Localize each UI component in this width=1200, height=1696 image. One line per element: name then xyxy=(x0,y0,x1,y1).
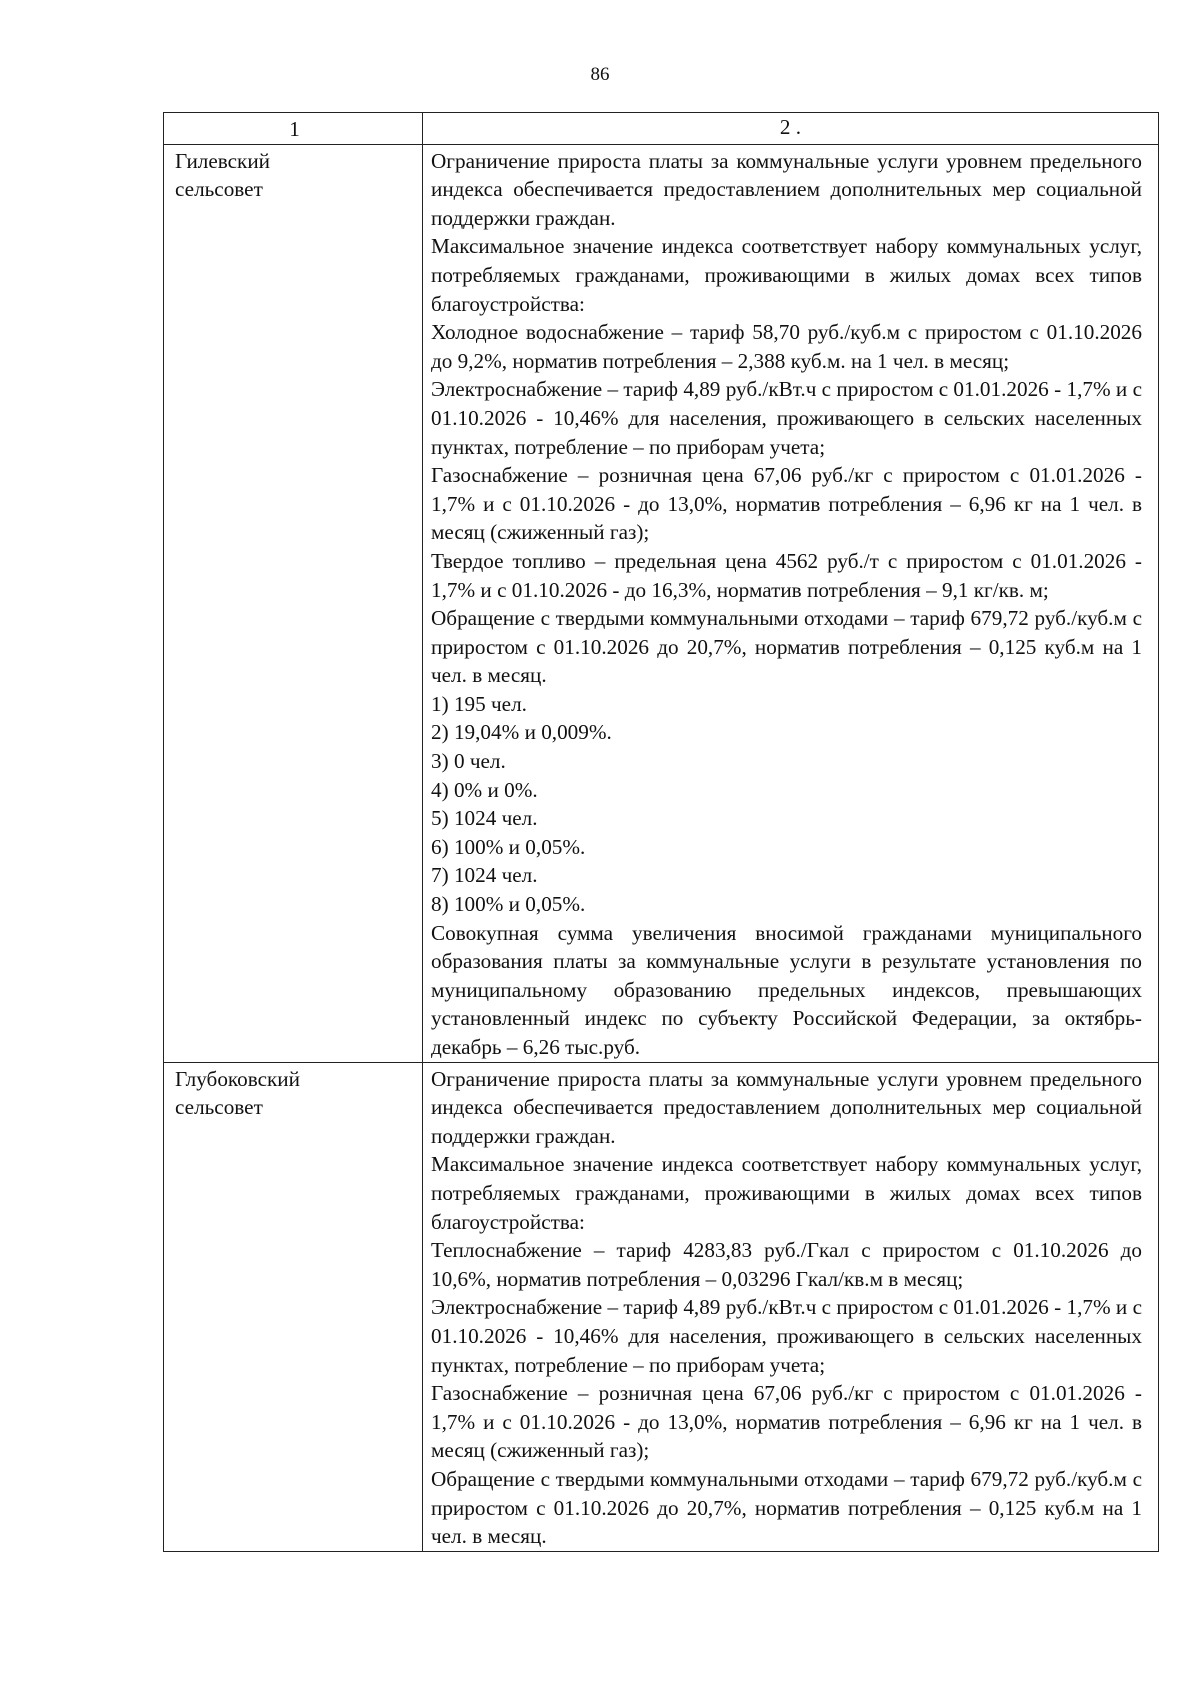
paragraph: Ограничение прироста платы за коммунальные услуги уровнем предельного индекса обеспечивается предоставлением дополнительных мер социальной поддержки граждан. xyxy=(431,148,1142,230)
list-item: 7) 1024 чел. xyxy=(431,863,538,888)
paragraph: Максимальное значение индекса соответствует набору коммунальных услуг, потребляемых гражданами, проживающими в жилых домах всех типов благоустройства: xyxy=(431,234,1142,316)
municipality-name: Глубоковский сельсовет xyxy=(175,1066,300,1120)
description-cell xyxy=(423,144,1159,1062)
list-item: 8) 100% и 0,05%. xyxy=(431,892,586,917)
list-item: 1) 195 чел. xyxy=(431,691,527,716)
list-item: 6) 100% и 0,05%. xyxy=(431,834,586,859)
header-col-1: 1 xyxy=(164,113,423,145)
paragraph: Максимальное значение индекса соответствует набору коммунальных услуг, потребляемых гражданами, проживающими в жилых домах всех типов благоустройства: xyxy=(431,1152,1142,1234)
paragraph: Газоснабжение – розничная цена 67,06 руб./кг с приростом с 01.01.2026 - 1,7% и с 01.10.2026 - до 13,0%, норматив потребления – 6,96 кг на 1 чел. в месяц (сжиженный газ); xyxy=(431,1381,1142,1463)
paragraph: Электроснабжение – тариф 4,89 руб./кВт.ч с приростом с 01.01.2026 - 1,7% и с 01.10.2026 - 10,46% для населения, проживающего в сельских населенных пунктах, потребление – по приборам учета; xyxy=(431,377,1142,459)
page-number: 86 xyxy=(590,64,610,85)
description-cell xyxy=(423,1062,1159,1551)
table-row xyxy=(164,144,1159,1062)
list-item: 2) 19,04% и 0,009%. xyxy=(431,720,612,745)
document-table xyxy=(163,112,1159,1552)
municipality-cell xyxy=(164,1062,423,1551)
paragraph: Газоснабжение – розничная цена 67,06 руб./кг с приростом с 01.01.2026 - 1,7% и с 01.10.2026 - до 13,0%, норматив потребления – 6,96 кг на 1 чел. в месяц (сжиженный газ); xyxy=(431,463,1142,545)
table-header-row xyxy=(164,113,1159,145)
paragraph: Обращение с твердыми коммунальными отходами – тариф 679,72 руб./куб.м с приростом с 01.10.2026 до 20,7%, норматив потребления – 0,125 куб.м на 1 чел. в месяц. xyxy=(431,606,1142,688)
list-item: 4) 0% и 0%. xyxy=(431,777,538,802)
municipality-name: Гилевский сельсовет xyxy=(175,148,271,202)
paragraph: Ограничение прироста платы за коммунальные услуги уровнем предельного индекса обеспечивается предоставлением дополнительных мер социальной поддержки граждан. xyxy=(431,1066,1142,1148)
header-col-2: 2 . xyxy=(423,113,1159,145)
paragraph: Твердое топливо – предельная цена 4562 руб./т с приростом с 01.01.2026 - 1,7% и с 01.10.2026 - до 16,3%, норматив потребления – 9,1 кг/кв. м; xyxy=(431,548,1142,602)
municipality-cell xyxy=(164,144,423,1062)
paragraph: Совокупная сумма увеличения вносимой гражданами муниципального образования платы за коммунальные услуги в результате установления по муниципальному образованию предельных индексов, превышающих установленный индекс по субъекту Российской Федерации, за октябрь-декабрь – 6,26 тыс.руб. xyxy=(431,920,1142,1059)
paragraph: Электроснабжение – тариф 4,89 руб./кВт.ч с приростом с 01.01.2026 - 1,7% и с 01.10.2026 - 10,46% для населения, проживающего в сельских населенных пунктах, потребление – по приборам учета; xyxy=(431,1295,1142,1377)
list-item: 3) 0 чел. xyxy=(431,749,506,774)
paragraph: Обращение с твердыми коммунальными отходами – тариф 679,72 руб./куб.м с приростом с 01.10.2026 до 20,7%, норматив потребления – 0,125 куб.м на 1 чел. в месяц. xyxy=(431,1466,1142,1549)
paragraph: Теплоснабжение – тариф 4283,83 руб./Гкал с приростом с 01.10.2026 до 10,6%, норматив потребления – 0,03296 Гкал/кв.м в месяц; xyxy=(431,1238,1142,1291)
table-row xyxy=(164,1062,1159,1551)
list-item: 5) 1024 чел. xyxy=(431,806,538,831)
paragraph: Холодное водоснабжение – тариф 58,70 руб./куб.м с приростом с 01.10.2026 до 9,2%, норматив потребления – 2,388 куб.м. на 1 чел. в месяц; xyxy=(431,320,1142,373)
